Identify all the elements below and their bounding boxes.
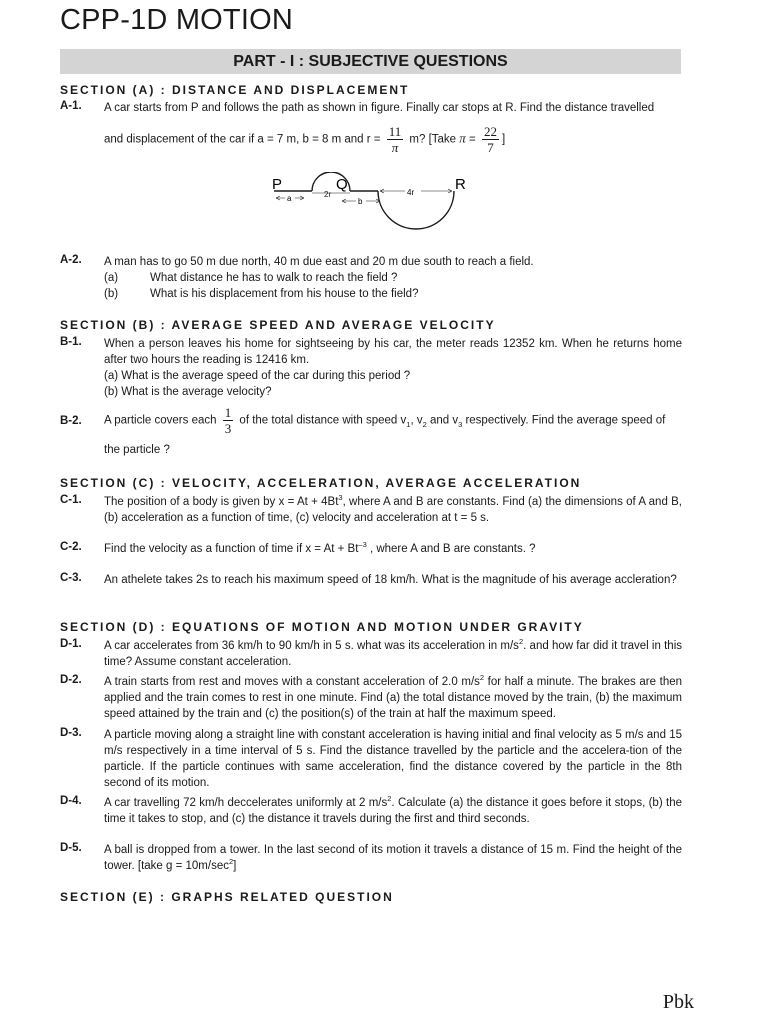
question-label-c1: C-1. <box>60 494 82 506</box>
part-title-bar <box>60 49 681 74</box>
fraction-one-third <box>223 405 234 436</box>
footer-mark: Pbk <box>662 991 694 1013</box>
question-label-a2: A-2. <box>60 254 82 266</box>
figure-label-b: b <box>358 197 363 206</box>
question-b2-text: A particle covers each <box>104 414 217 427</box>
question-c2 <box>104 541 682 557</box>
figure-label-q: Q <box>336 176 348 193</box>
question-d2-text: A train starts from rest and moves with a constant acceleration of 2.0 m/s <box>104 676 480 688</box>
superscript: 2 <box>228 857 234 867</box>
question-a1-text-mid: m? [Take <box>409 133 457 146</box>
semicircle-4r <box>378 191 454 229</box>
path-figure <box>268 172 488 242</box>
figure-label-2r: 2r <box>324 190 332 199</box>
figure-label-r: R <box>455 176 466 193</box>
fraction-denominator: π <box>391 140 399 155</box>
fraction-denominator: 7 <box>487 140 494 155</box>
question-b2-line2: the particle ? <box>104 444 170 456</box>
superscript: 3 <box>338 493 343 503</box>
question-b1-part-a: (a) What is the average speed of the car during this period ? <box>104 370 411 382</box>
question-a1-line2 <box>104 124 682 155</box>
question-c2-text: Find the velocity as a function of time if x = At + Bt <box>104 543 359 555</box>
question-b1-part-b: (b) What is the average velocity? <box>104 386 272 398</box>
part-title: PART - I : SUBJECTIVE QUESTIONS <box>233 52 508 70</box>
question-c1 <box>104 494 682 526</box>
question-c1-text: The position of a body is given by x = At + 4Bt <box>104 496 339 508</box>
subscript: 2 <box>422 419 427 429</box>
figure-label-4r: 4r <box>407 188 415 197</box>
fraction-11-over-pi <box>387 124 404 155</box>
question-d4-text: . Calculate (a) the distance it goes before it stops, (b) the time it takes to stop, and (c) the distance it travels during the first and third seconds. <box>104 797 682 825</box>
question-label-d2: D-2. <box>60 674 82 686</box>
question-a1-text: and displacement of the car if a = 7 m, b = 8 m and r = <box>104 133 381 146</box>
question-a2 <box>104 254 682 302</box>
question-c3 <box>104 572 682 588</box>
superscript: 2 <box>479 673 485 683</box>
question-a1-text-end: ] <box>501 133 506 146</box>
superscript: 2 <box>387 794 392 804</box>
part-text: What distance he has to walk to reach the field ? <box>150 272 398 284</box>
figure-label-p: P <box>272 176 283 193</box>
question-label-a1: A-1. <box>60 100 82 112</box>
question-d3-text: A particle moving along a straight line with constant acceleration is having initial and final velocity as 5 m/s and 15 m/s respectively in a time interval of 5 s. Find the distance travelled by the particle and the accelera-tion of the particle. If the particle continues with same acceleration, find the distance covered by the particle in the 8th second of its motion. <box>104 729 682 789</box>
subscript: 3 <box>458 419 463 429</box>
question-c1-text: , where A and B are constants. Find (a) the dimensions of A and B, (b) acceleration as a function of time, (c) velocity and acceleration at t = 5 s. <box>104 496 682 524</box>
figure-label-a: a <box>287 194 292 203</box>
fraction-numerator: 11 <box>388 124 402 139</box>
question-b1 <box>104 336 682 400</box>
question-b2-line1 <box>104 405 682 436</box>
pi-symbol: π <box>459 130 466 146</box>
section-b-heading: SECTION (B) : AVERAGE SPEED AND AVERAGE VELOCITY <box>60 318 496 332</box>
section-d-heading: SECTION (D) : EQUATIONS OF MOTION AND MOTION UNDER GRAVITY <box>60 620 584 634</box>
question-d4-text: A car travelling 72 km/h deccelerates uniformly at 2 m/s <box>104 797 388 809</box>
question-d5-text: A ball is dropped from a tower. In the last second of its motion it travels a distance of 15 m. Find the height of the tower. [take g = 10m/sec <box>104 844 682 872</box>
part-key: (a) <box>104 272 119 284</box>
question-d3 <box>104 727 682 791</box>
question-a2-part-a <box>104 270 682 286</box>
question-label-d1: D-1. <box>60 638 82 650</box>
question-label-d4: D-4. <box>60 795 82 807</box>
question-a1 <box>104 100 682 155</box>
question-label-d5: D-5. <box>60 842 82 854</box>
superscript: 2 <box>518 637 524 647</box>
section-e-heading: SECTION (E) : GRAPHS RELATED QUESTION <box>60 890 394 904</box>
question-c2-text: , where A and B are constants. ? <box>366 543 536 555</box>
section-c-heading: SECTION (C) : VELOCITY, ACCELERATION, AVERAGE ACCELERATION <box>60 476 582 490</box>
question-label-d3: D-3. <box>60 727 82 739</box>
question-label-b2: B-2. <box>60 415 82 427</box>
part-text: What is his displacement from his house to the field? <box>150 288 419 300</box>
question-d2 <box>104 674 682 722</box>
fraction-22-over-7 <box>482 124 499 155</box>
question-label-c3: C-3. <box>60 572 82 584</box>
subscript: 1 <box>406 419 411 429</box>
question-d5 <box>104 842 682 874</box>
question-d4 <box>104 795 682 827</box>
question-b2 <box>104 405 682 458</box>
question-a2-text: A man has to go 50 m due north, 40 m due east and 20 m due south to reach a field. <box>104 256 534 268</box>
fraction-numerator: 22 <box>483 124 497 139</box>
superscript: –3 <box>358 540 367 550</box>
fraction-denominator: 3 <box>224 421 232 436</box>
question-b2-text: and v <box>426 414 459 427</box>
question-d5-text: ] <box>233 860 237 872</box>
question-d1 <box>104 638 682 670</box>
question-d1-text: A car accelerates from 36 km/h to 90 km/h in 5 s. what was its acceleration in m/s <box>104 640 519 652</box>
section-a-heading: SECTION (A) : DISTANCE AND DISPLACEMENT <box>60 83 410 97</box>
question-d1-text: . and how far did it travel in this time? Assume constant acceleration. <box>104 640 682 668</box>
question-b1-text: When a person leaves his home for sightseeing by his car, the meter reads 12352 km. When he returns home after two hours the reading is 12416 km. <box>104 338 682 366</box>
question-label-b1: B-1. <box>60 336 82 348</box>
page-title: CPP-1D MOTION <box>60 4 293 36</box>
question-a1-line1: A car starts from P and follows the path as shown in figure. Finally car stops at R. Find the distance travelled <box>104 102 655 114</box>
fraction-numerator: 1 <box>224 405 232 420</box>
question-b2-text: respectively. Find the average speed of <box>462 414 666 427</box>
equals-sign: = <box>469 133 476 146</box>
question-label-c2: C-2. <box>60 541 82 553</box>
question-d2-text: for half a minute. The brakes are then applied and the train comes to rest in one minute. Find (a) the total distance moved by the train, (b) the maximum speed attained by the train and (c) the position(s) of the train at half the maximum speed. <box>104 676 683 720</box>
question-c3-text: An athelete takes 2s to reach his maximum speed of 18 km/h. What is the magnitude of his average accleration? <box>104 574 677 586</box>
question-b2-text: of the total distance with speed v <box>239 414 407 427</box>
question-a2-part-b <box>104 286 682 302</box>
part-key: (b) <box>104 288 119 300</box>
question-b2-text: , v <box>410 414 423 427</box>
